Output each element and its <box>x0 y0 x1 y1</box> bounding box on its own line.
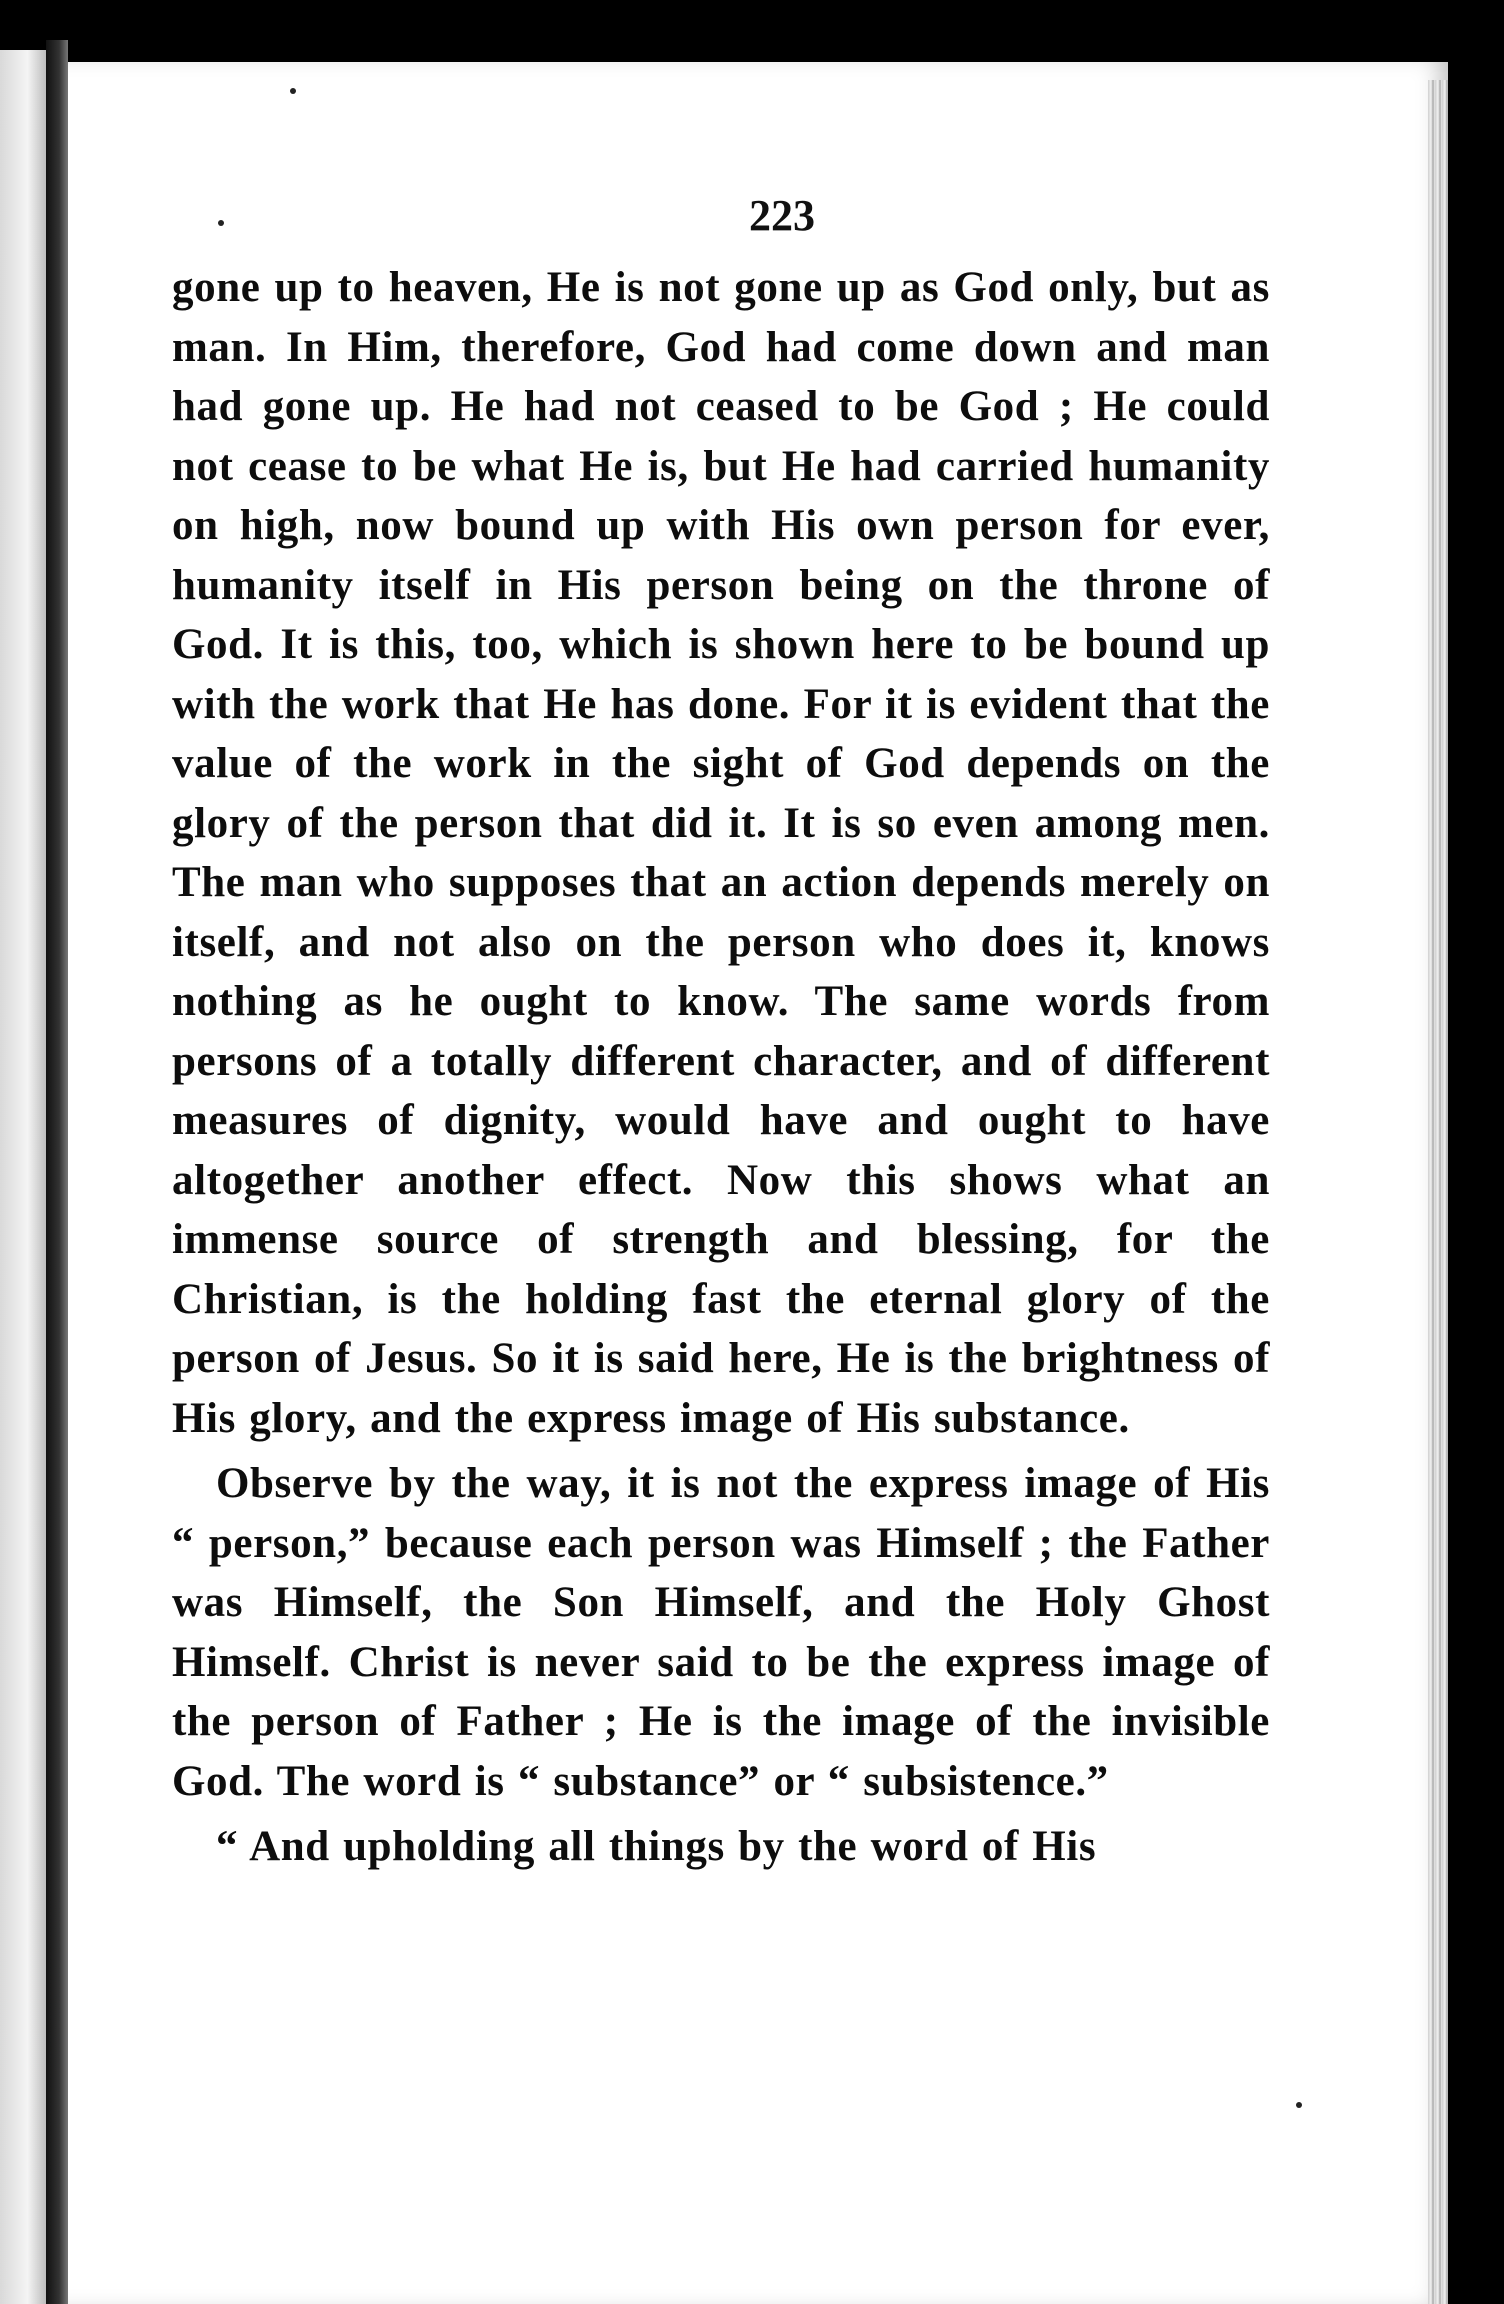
facing-page-edge <box>0 50 46 2304</box>
paragraph: Observe by the way, it is not the express image of His “ person,” because each person was Himself ; the Father was Himself, the Son Himself, and the Holy Ghost Himself. Christ is never said to be the express image of the person of Father ; He is the image of the invisible God. The word is “ substance” or “ subsistence.” <box>172 1460 1270 1805</box>
paragraph-continued: gone up to heaven, He is not gone up as God only, but as man. In Him, therefore, God had come down and man had gone up. He had not ceased to be God ; He could not cease to be what He is, but He had carried humanity on high, now bound up with His own person for ever, humanity itself in His person being on the throne of God. It is this, too, which is shown here to be bound up with the work that He has done. For it is evident that the value of the work in the sight of God depends on the glory of the person that did it. It is so even among men. The man who supposes that an action depends merely on itself, and not also on the person who does it, knows nothing as he ought to know. The same words from persons of a totally different character, and of different measures of dignity, would have and ought to have altogether another effect. Now this shows what an immense source of strength and blessing, for the Christian, is the holding fast the eternal glory of the person of Jesus. So it is said here, He is the brightness of His glory, and the express image of His substance. <box>172 264 1270 1442</box>
scan-speck <box>1296 2102 1302 2108</box>
page-stack-edge <box>1428 80 1448 2304</box>
book-gutter <box>46 40 68 2304</box>
page-number: 223 <box>749 191 815 240</box>
scan-speck <box>290 88 296 94</box>
paragraph-quote-start: “ And upholding all things by the word of His <box>216 1823 1097 1870</box>
body-text <box>172 258 1270 1877</box>
